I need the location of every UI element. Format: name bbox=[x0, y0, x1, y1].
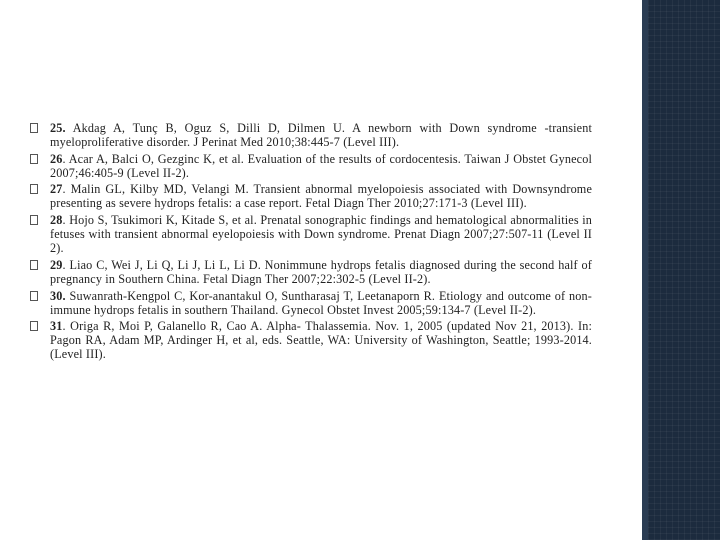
reference-number: 31 bbox=[50, 319, 63, 334]
reference-text: . Acar A, Balci O, Gezginc K, et al. Evaluation of the results of cordocentesis. Taiwan J Obstet Gynecol 2007;46:405-9 (Level II-2). bbox=[50, 151, 592, 180]
square-bullet-icon bbox=[30, 154, 38, 164]
reference-number: 25. bbox=[50, 121, 66, 135]
square-bullet-icon bbox=[30, 321, 38, 331]
reference-item bbox=[30, 319, 592, 361]
reference-number: 28 bbox=[50, 213, 63, 228]
square-bullet-icon bbox=[30, 260, 38, 270]
reference-text: . Origa R, Moi P, Galanello R, Cao A. Alpha- Thalassemia. Nov. 1, 2005 (updated Nov 21, 2013). In: Pagon RA, Adam MP, Ardinger H, et al, eds. Seattle, WA: University of Washington, Seattle; 1993-2014. (Level III). bbox=[50, 319, 592, 362]
reference-text: . Malin GL, Kilby MD, Velangi M. Transient abnormal myelopoiesis associated with Downsyndrome presenting as severe hydrops fetalis: a case report. Fetal Diagn Ther 2010;27:171-3 (Level III). bbox=[50, 182, 592, 211]
reference-text: . Liao C, Wei J, Li Q, Li J, Li L, Li D. Nonimmune hydrops fetalis diagnosed during the second half of pregnancy in Southern China. Fetal Diagn Ther 2007;22:302-5 (Level II-2). bbox=[50, 257, 592, 286]
grid-texture bbox=[642, 0, 720, 540]
square-bullet-icon bbox=[30, 291, 38, 301]
square-bullet-icon bbox=[30, 215, 38, 225]
side-panel-edge bbox=[642, 0, 648, 540]
reference-number: 26 bbox=[50, 151, 63, 166]
reference-text: . Hojo S, Tsukimori K, Kitade S, et al. Prenatal sonographic findings and hematological abnormalities in fetuses with transient abnormal eyelopoiesis with Down syndrome. Prenat Diagn 2007;27:507-11 (Level II 2). bbox=[50, 213, 592, 256]
reference-item bbox=[30, 182, 592, 210]
reference-list bbox=[30, 121, 592, 364]
square-bullet-icon bbox=[30, 123, 38, 133]
reference-item bbox=[30, 289, 592, 317]
reference-text: Suwanrath-Kengpol C, Kor-anantakul O, Suntharasaj T, Leetanaporn R. Etiology and outcome of non-immune hydrops fetalis in southern Thailand. Gynecol Obstet Invest 2005;59:134-7 (Level II-2). bbox=[50, 288, 592, 317]
square-bullet-icon bbox=[30, 184, 38, 194]
reference-item bbox=[30, 152, 592, 180]
reference-text: Akdag A, Tunç B, Oguz S, Dilli D, Dilmen U. A newborn with Down syndrome -transient myeloproliferative disorder. J Perinat Med 2010;38:445-7 (Level III). bbox=[50, 121, 592, 150]
reference-number: 30. bbox=[50, 288, 66, 303]
reference-item bbox=[30, 121, 592, 149]
reference-item bbox=[30, 213, 592, 255]
reference-number: 27 bbox=[50, 182, 63, 197]
decorative-side-panel bbox=[642, 0, 720, 540]
reference-number: 29 bbox=[50, 257, 63, 272]
reference-item bbox=[30, 258, 592, 286]
